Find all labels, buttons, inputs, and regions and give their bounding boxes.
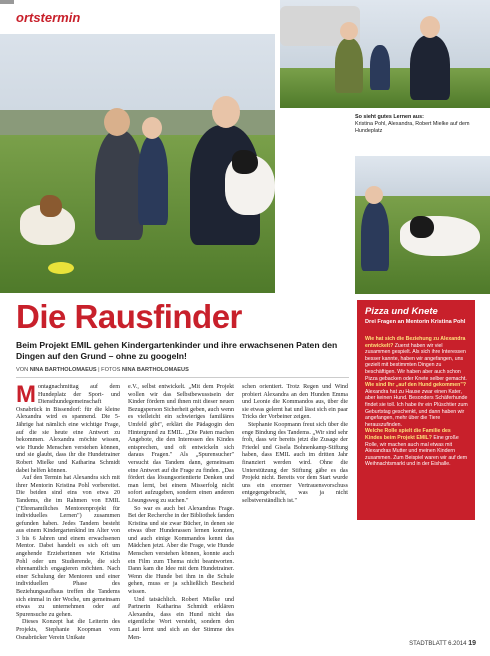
section-label: ortstermin	[16, 10, 81, 25]
sidebar-subtitle: Drei Fragen an Mentorin Kristina Pohl	[365, 319, 466, 325]
byline	[16, 367, 189, 373]
col1-paragraph-3: Dieses Konzept hat die Leiterin des Projekts, Stephanie Koopman vom Osnabrücker Verein Unikate	[16, 619, 120, 641]
section-header	[0, 0, 275, 34]
article-title: Die Rausfinder	[16, 298, 242, 335]
dropcap: M	[16, 381, 36, 408]
byline-divider	[16, 377, 349, 378]
photo-caption	[355, 114, 475, 135]
footer-magazine: STADTBLATT	[409, 641, 447, 647]
sidebar-question-3: Welche Rolle spielt die Familie des Kindes beim Projekt EMIL?	[365, 428, 451, 441]
article-column-3	[242, 384, 348, 636]
sidebar-question-1: Wie hat sich die Beziehung zu Alexandra entwickelt?	[365, 336, 466, 349]
col1-paragraph-2: Auf den Termin hat Alexandra sich mit ihrer Mentorin Kristina Pohl vorbereitet. Die beiden sind eins von etwa 20 Tandems, die im Rahmen von EMIL ("Ehrenamtliches Mentorenprojekt für individuelles Lernen") zusammen gefunden haben. Jedes Tandem besteht aus einem Kindergartenkind im Alter von 3 bis 6 Jahren und einem erwachsenen Mentor. Dabei handelt es sich oft um angehende Erzieherinnen wie Kristina Pohl oder um Studierende, die sich ehrenamtlich engagieren möchten. Nach einer Schulung der Mentoren und einer individuellen Phase des Beziehungsaufbaus treffen die Tandems sich einmal in der Woche, um gemeinsam etwas zu unternehmen oder auf Spurensuche zu gehen.	[16, 475, 120, 618]
header-rule	[0, 0, 14, 4]
byline-separator: | FOTOS	[96, 367, 122, 373]
side-photo-top	[280, 0, 490, 108]
col2-paragraph-2: So war es auch bei Alexandras Frage. Bei der Recherche in der Bibliothek fanden Kristina und sie zwar Bücher, in denen sie etwas über Hunderassen lernen konnten, und auch einige Kommandos kennt das Mädchen jetzt. Aber die Frage, wie Hunde Menschen verstehen können, konnte auch ein Film zum Thema nicht beantworten. Dann kam die Idee mit dem Hundetrainer. Wenn die Hunde bei ihm in die Schule gehen, muss er ja schließlich Bescheid wissen.	[128, 505, 234, 596]
article-column-1	[16, 381, 120, 641]
footer-issue: 6.2014	[448, 641, 467, 647]
col2-paragraph-3: Und tatsächlich. Robert Mielke und Partnerin Katharina Schmidt erklären Alexandra, dass ein Hund nicht das eigentliche Wort versteht, sondern den Laut lernt und sich an der Stimme des Men-	[128, 596, 234, 641]
page-number: 19	[468, 640, 476, 647]
article-column-2	[128, 384, 234, 641]
byline-von: VON	[16, 367, 29, 373]
page-footer	[409, 640, 476, 647]
main-photo	[0, 0, 275, 293]
byline-author: NINA BARTHOLOMAEUS	[29, 367, 97, 373]
sidebar-answer-2: Alexandra hat zu Hause zwar einen Kater, aber keinen Hund. Besonders Schäferhunde findet sie toll. Ich habe ihr ein Plüschtier zum Geburtstag geschenkt, und dann haben wir angefangen, mehr über die Tiere herauszufinden.	[365, 388, 468, 428]
col3-paragraph-1: schen orientiert. Trotz Regen und Wind probiert Alexandra an den Hunden Emma und Leonie die Kommandos aus, über die sie etwas gelernt hat und lässt sich ein paar Tricks der Vorbeiner zeigen.	[242, 384, 348, 421]
sidebar-question-2: Wie sind Ihr „auf den Hund gekommen"?	[365, 382, 466, 389]
col1-paragraph-1: ontagnachmittag auf dem Hundeplatz der Sport- und Diensthundegemeinschaft Osnabrück in Bissendorf: für die kleine Alexandra wird es spannend. Die 5-Jährige hat nämlich eine wichtige Frage, auf die sie heute eine Antwort zu bekommen. Alexandra möchte wissen, wie Hunde Menschen verstehen können, und sie glaubt, dass ihr die Hundetrainer Robert Mielke und Katharina Schmidt dabei helfen können.	[16, 384, 120, 474]
sidebar-answer-1: Zuerst haben wir viel zusammen gespielt. Als sich ihre Interessen besser kannte, haben wir angefangen, uns gezielt mit bestimmten Dingen zu beschäftigen. Wir haben aber auch schon Pizza gebacken oder Knete selber gemacht.	[365, 342, 467, 382]
article-subtitle: Beim Projekt EMIL gehen Kindergartenkinder und ihre erwachsenen Paten den Dingen auf den Grund – ohne zu googeln!	[16, 340, 338, 361]
caption-lead: So sieht gutes Lernen aus:	[355, 114, 424, 120]
side-photo-bottom	[355, 156, 490, 294]
caption-names: Kristina Pohl, Alexandra, Robert Mielke auf dem Hundeplatz	[355, 121, 470, 134]
sidebar-answer-3: Eine große Rolle, wir machen auch mal etwas mit Alexandras Mutter und meinen Kindern zusammen. Zum Beispiel waren wir auf dem Weihnachtsmarkt und in der Eishalle.	[365, 434, 468, 468]
col3-paragraph-2: Stephanie Koopmann freut sich über die enge Bindung des Tandems. „Wir sind sehr froh, dass wir bereits jetzt die Zusage der Friedel und Gisela Bohnenkamp-Stiftung haben, dass EMIL auch im dritten Jahr finanziert werden wird. Ohne die Unterstützung der Stiftung gäbe es das Projekt nicht. Bereits vor dem Start wurde uns ein enormer Vertrauensvorschuss entgegengebracht, was ja nicht selbstverständlich ist."	[242, 421, 348, 504]
sidebar-box	[357, 300, 475, 520]
col2-paragraph-1: e.V., selbst entwickelt. „Mit dem Projekt wollen wir das Selbstbewusstsein der Kinder fördern und ihnen mit dieser neuen Bezugsperson Sicherheit geben, auch wenn es vielleicht ein schwieriges familiäres Umfeld gibt", erklärt die Pädagogin den Hintergrund zu EMIL. „Die Paten machen Angebote, die den Interessen des Kindes entsprechen, und oft entwickeln sich daraus Fragen." Als „Spurensucher" versucht das Tandem dann, gemeinsam eine Antwort auf die Frage zu finden. „Das fördert das lösungsorientierte Denken und man lernt, bei einem Misserfolg nicht sofort aufzugeben, sondern einen anderen Lösungsweg zu suchen."	[128, 384, 234, 504]
sidebar-title: Pizza und Knete	[365, 306, 438, 317]
sidebar-body	[365, 336, 469, 468]
byline-photos: NINA BARTHOLOMAEUS	[121, 367, 189, 373]
